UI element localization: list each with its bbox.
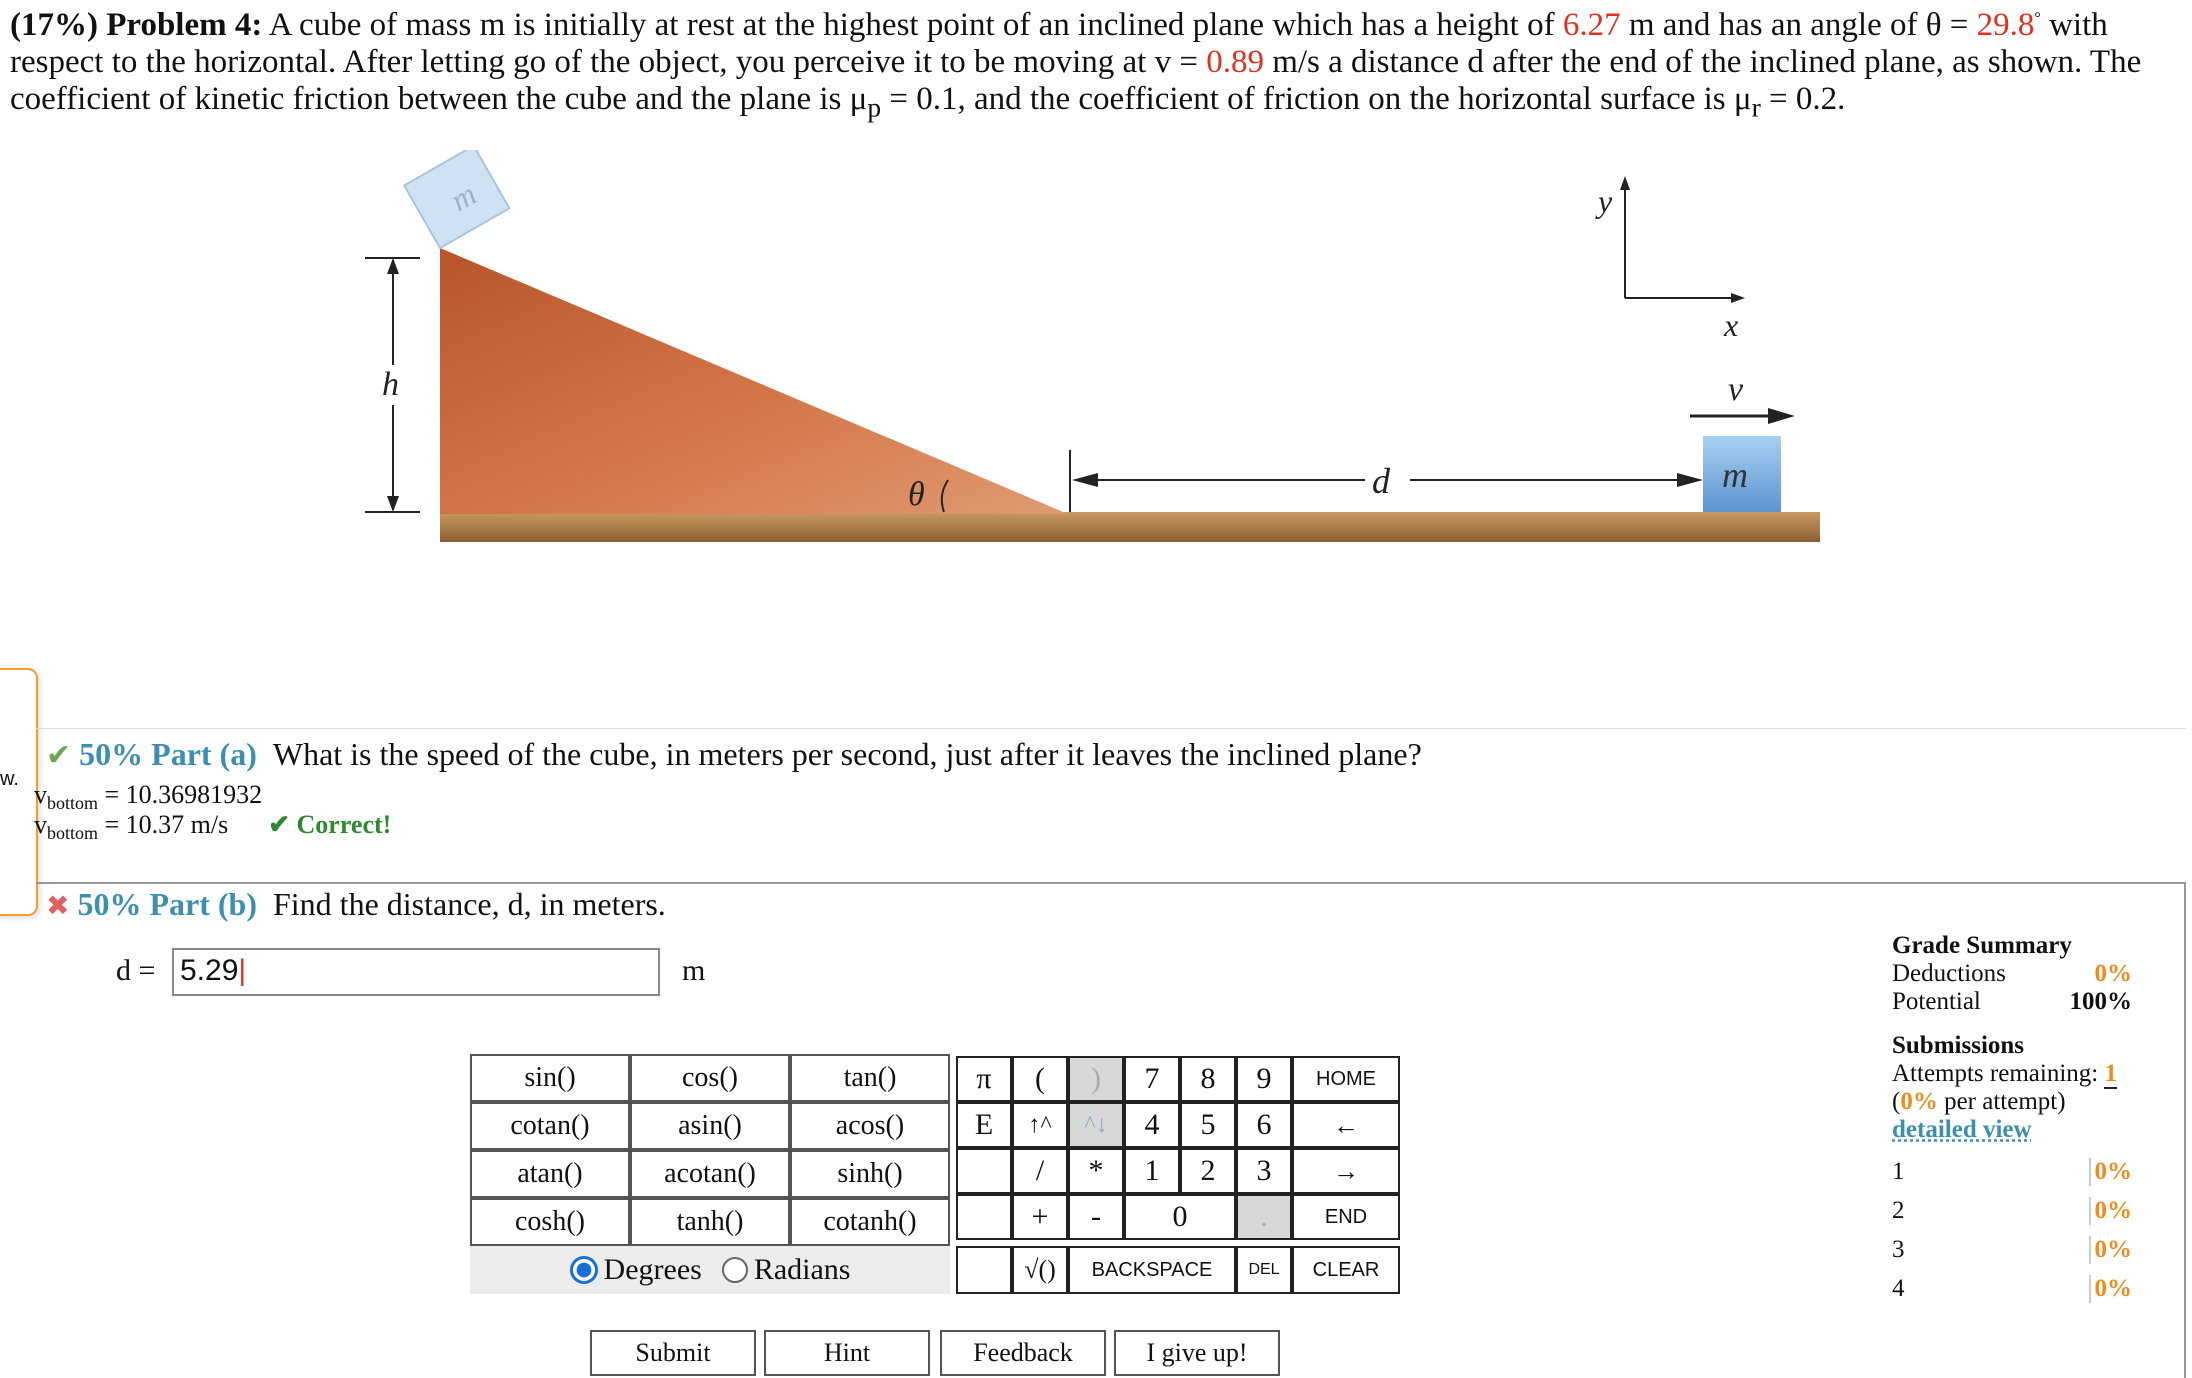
key-left-paren[interactable]: ( [1012,1056,1068,1102]
cube-top [404,150,509,248]
radians-option[interactable] [722,1253,851,1287]
angle-label: θ [908,476,925,513]
fn-tanh-button[interactable]: tanh() [630,1198,790,1246]
key-blank-1 [956,1148,1012,1194]
part-a-raw-answer: = 10.36981932 [104,780,263,809]
potential-label: Potential [1892,988,1981,1015]
part-a-answer-row [34,810,391,844]
answer-input[interactable]: 5.29| [172,948,660,996]
angle-value: 29.8 [1976,7,2035,43]
deductions-label: Deductions [1892,960,2006,987]
key-right-arrow[interactable]: → [1292,1148,1400,1194]
radians-label: Radians [753,1253,851,1286]
key-dot[interactable]: . [1236,1194,1292,1240]
submissions-title: Submissions [1892,1032,2025,1059]
grade-summary [1892,932,2132,1308]
problem-label: Problem 4: [106,7,263,43]
attempt-number: 2 [1892,1196,1905,1224]
horizontal-surface [440,512,1820,542]
problem-statement: (17%) Problem 4: A cube of mass m is initially at rest at the highest point of an inclined plane which has a height of 6.27 m and has an angle of θ = 29.8° with respect to the horizontal. After letting go of the object, you perceive it to be moving at v = 0.89 m/s a distance d after the end of the inclined plane, as shown. The coefficient of kinetic friction between the cube and the plane is $\mu_p = 0.1$, and the coefficient of friction on the horizontal surface is $\mu_r = 0.2$. [10,7,2142,123]
inclined-plane-figure [0,150,1880,570]
attempt-row [1892,1191,2132,1230]
deductions-row [1892,960,2132,988]
key-up[interactable]: ↑^ [1012,1102,1068,1148]
distance-label: d [1372,461,1390,501]
key-backspace[interactable]: BACKSPACE [1068,1246,1236,1294]
potential-row [1892,988,2132,1016]
key-end[interactable]: END [1292,1194,1400,1240]
radians-radio[interactable] [722,1257,748,1283]
part-a-var: v [34,780,47,809]
key-blank-3 [956,1246,1012,1294]
problem-text-4: m/s a distance d after the end of the inclined plane, as shown. The coefficient of kinetic friction between the cube and the plane is μ [10,44,2142,117]
checkmark-icon: ✔ [46,739,72,772]
height-value: 6.27 [1562,7,1621,43]
part-b-label: Part (b) [149,886,257,922]
fn-acotan-button[interactable]: acotan() [630,1150,790,1198]
submit-button[interactable]: Submit [590,1330,756,1376]
fn-cotan-button[interactable]: cotan() [470,1102,630,1150]
key-2[interactable]: 2 [1180,1148,1236,1194]
fn-sin-button[interactable]: sin() [470,1054,630,1102]
fn-cosh-button[interactable]: cosh() [470,1198,630,1246]
attempt-number: 4 [1892,1274,1905,1302]
key-e[interactable]: E [956,1102,1012,1148]
answer-input-label: d = [116,954,156,987]
attempt-rows [1892,1152,2132,1308]
grade-summary-title: Grade Summary [1892,932,2072,959]
problem-text-2: m and has an angle of θ = [1628,7,1969,43]
incorrect-icon: ✖ [46,891,70,922]
mass-label-top: m [444,175,483,219]
key-left-arrow[interactable]: ← [1292,1102,1400,1148]
fn-atan-button[interactable]: atan() [470,1150,630,1198]
degrees-option[interactable] [570,1253,702,1287]
attempt-row [1892,1230,2132,1269]
fn-cos-button[interactable]: cos() [630,1054,790,1102]
part-a-status: ✔ Correct! [268,810,392,839]
attempt-row [1892,1152,2132,1191]
divider [36,728,2186,729]
answer-input-value: 5.29 [180,954,239,987]
key-multiply[interactable]: * [1068,1148,1124,1194]
key-8[interactable]: 8 [1180,1056,1236,1102]
key-7[interactable]: 7 [1124,1056,1180,1102]
side-popup [0,668,38,916]
height-label: h [382,366,399,403]
key-1[interactable]: 1 [1124,1148,1180,1194]
part-a-answer: = 10.37 m/s [104,810,229,839]
part-a-label: Part (a) [151,736,257,772]
key-6[interactable]: 6 [1236,1102,1292,1148]
y-axis-label: y [1598,183,1613,219]
hint-button[interactable]: Hint [764,1330,930,1376]
part-a-var-sub: bottom [47,793,99,814]
key-right-paren[interactable]: ) [1068,1056,1124,1102]
part-a-header [46,736,1422,773]
key-down[interactable]: ^↓ [1068,1102,1124,1148]
attempt-score: 0% [2089,1275,2133,1303]
feedback-button[interactable]: Feedback [940,1330,1106,1376]
key-0[interactable]: 0 [1124,1194,1236,1240]
part-a-percent: 50% [79,736,144,772]
attempt-number: 1 [1892,1157,1905,1185]
part-a-var-2: v [34,810,47,839]
attempt-score: 0% [2089,1158,2133,1186]
key-minus[interactable]: - [1068,1194,1124,1240]
give-up-button[interactable]: I give up! [1114,1330,1280,1376]
mass-label-bottom: m [1722,455,1748,495]
problem-text-5: = 0.1, and the coefficient of friction on the horizontal surface is μ [889,81,1752,117]
key-4[interactable]: 4 [1124,1102,1180,1148]
problem-weight: (17%) [10,7,98,43]
key-sqrt[interactable]: √() [1012,1246,1068,1294]
speed-value: 0.89 [1206,44,1264,80]
per-attempt-open: ( [1892,1088,1901,1115]
key-5[interactable]: 5 [1180,1102,1236,1148]
potential-value: 100% [2069,988,2132,1015]
inclined-plane [440,248,1068,514]
attempts-label: Attempts remaining: [1892,1060,2099,1087]
answer-unit: m [682,954,706,987]
detailed-view-link[interactable]: detailed view [1892,1116,2032,1143]
degrees-label: Degrees [603,1253,702,1286]
fn-tan-button[interactable]: tan() [790,1054,950,1102]
mu-r-subscript: r [1751,91,1761,123]
part-b-percent: 50% [77,886,142,922]
attempt-score: 0% [2089,1236,2133,1264]
part-a-question: What is the speed of the cube, in meters per second, just after it leaves the inclined plane? [272,736,1422,772]
key-home[interactable]: HOME [1292,1056,1400,1102]
fn-cotanh-button[interactable]: cotanh() [790,1198,950,1246]
fn-acos-button[interactable]: acos() [790,1102,950,1150]
attempt-score: 0% [2089,1197,2133,1225]
x-axis-label: x [1724,307,1739,343]
attempts-row [1892,1060,2132,1088]
key-divide[interactable]: / [1012,1148,1068,1194]
problem-text-6: = 0.2. [1769,81,1846,117]
fn-sinh-button[interactable]: sinh() [790,1150,950,1198]
mu-p-subscript: p [867,91,882,123]
attempt-row [1892,1269,2132,1308]
key-clear[interactable]: CLEAR [1292,1246,1400,1294]
key-plus[interactable]: + [1012,1194,1068,1240]
per-attempt-rest: per attempt) [1944,1088,2066,1115]
key-pi[interactable]: π [956,1056,1012,1102]
side-note: w. [0,768,19,790]
fn-asin-button[interactable]: asin() [630,1102,790,1150]
attempts-value: 1 [2104,1060,2117,1087]
velocity-label: v [1728,371,1744,408]
angle-mode-row [470,1246,950,1294]
part-b-header [46,886,666,923]
key-del[interactable]: DEL [1236,1246,1292,1294]
part-a-var-sub-2: bottom [47,823,99,844]
per-attempt-pct: 0% [1900,1088,1938,1115]
key-blank-2 [956,1194,1012,1240]
per-attempt-row [1892,1088,2132,1116]
key-9[interactable]: 9 [1236,1056,1292,1102]
deductions-value: 0% [2094,960,2132,987]
attempt-number: 3 [1892,1235,1905,1263]
problem-text-3: with respect to the horizontal. After letting go of the object, you perceive it to be moving at v = [10,7,2108,80]
part-b-question: Find the distance, d, in meters. [272,886,666,922]
problem-text-1: A cube of mass m is initially at rest at the highest point of an inclined plane which has a height of [268,7,1555,43]
key-3[interactable]: 3 [1236,1148,1292,1194]
degrees-radio[interactable] [570,1256,598,1284]
